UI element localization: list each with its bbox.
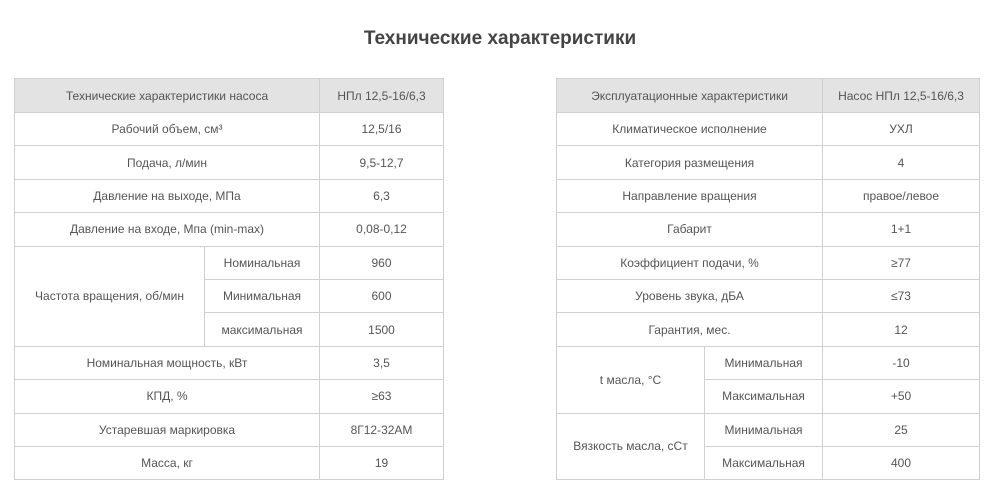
table-row — [557, 313, 980, 346]
table-row — [15, 246, 444, 279]
row-value: УХЛ — [823, 113, 980, 146]
sub-label: Максимальная — [705, 446, 823, 479]
table-row — [15, 413, 444, 446]
table-row — [15, 346, 444, 379]
row-label: Устаревшая маркировка — [15, 413, 320, 446]
row-label: Направление вращения — [557, 179, 823, 212]
row-label: Категория размещения — [557, 146, 823, 179]
table-row — [557, 213, 980, 246]
page-title: Технические характеристики — [363, 28, 637, 49]
table-row — [557, 279, 980, 312]
sub-label: Минимальная — [205, 279, 320, 312]
row-value: 1500 — [320, 313, 444, 346]
row-label: Уровень звука, дБА — [557, 279, 823, 312]
row-label: Подача, л/мин — [15, 146, 320, 179]
row-value: ≤73 — [823, 279, 980, 312]
sub-label: максимальная — [205, 313, 320, 346]
row-value: ≥77 — [823, 246, 980, 279]
group-label: Частота вращения, об/мин — [15, 246, 205, 346]
operating-specs-table — [556, 78, 980, 480]
row-label: Рабочий объем, см³ — [15, 113, 320, 146]
row-value: 1+1 — [823, 213, 980, 246]
table-row — [557, 146, 980, 179]
row-value: 600 — [320, 279, 444, 312]
row-value: 9,5-12,7 — [320, 146, 444, 179]
row-value: 12 — [823, 313, 980, 346]
row-label: Масса, кг — [15, 446, 320, 479]
sub-label: Максимальная — [705, 380, 823, 413]
row-value: +50 — [823, 380, 980, 413]
row-value: 19 — [320, 446, 444, 479]
table-row — [15, 213, 444, 246]
table-row — [15, 113, 444, 146]
row-label: Габарит — [557, 213, 823, 246]
row-value: 8Г12-32АМ — [320, 413, 444, 446]
row-label: Давление на входе, Мпа (min-max) — [15, 213, 320, 246]
row-label: Климатическое исполнение — [557, 113, 823, 146]
table-row — [15, 179, 444, 212]
row-value: ≥63 — [320, 380, 444, 413]
row-value: 4 — [823, 146, 980, 179]
row-label: Коэффициент подачи, % — [557, 246, 823, 279]
group-label: Вязкость масла, сСт — [557, 413, 705, 480]
row-value: 25 — [823, 413, 980, 446]
sub-label: Номинальная — [205, 246, 320, 279]
table-row — [15, 446, 444, 479]
row-value: 400 — [823, 446, 980, 479]
row-label: Номинальная мощность, кВт — [15, 346, 320, 379]
row-label: Давление на выходе, МПа — [15, 179, 320, 212]
row-value: правое/левое — [823, 179, 980, 212]
header-cell: Технические характеристики насоса — [15, 79, 320, 113]
row-value: 6,3 — [320, 179, 444, 212]
row-value: -10 — [823, 346, 980, 379]
table-row — [557, 179, 980, 212]
header-cell: Насос НПл 12,5-16/6,3 — [823, 79, 980, 113]
table-header-row — [15, 79, 444, 113]
row-value: 0,08-0,12 — [320, 213, 444, 246]
header-cell: Эксплуатационные характеристики — [557, 79, 823, 113]
sub-label: Минимальная — [705, 413, 823, 446]
row-value: 960 — [320, 246, 444, 279]
row-label: КПД, % — [15, 380, 320, 413]
group-label: t масла, °С — [557, 346, 705, 413]
table-row — [557, 246, 980, 279]
table-row — [557, 113, 980, 146]
table-row — [557, 413, 980, 446]
sub-label: Минимальная — [705, 346, 823, 379]
row-value: 3,5 — [320, 346, 444, 379]
row-value: 12,5/16 — [320, 113, 444, 146]
table-row — [15, 146, 444, 179]
row-label: Гарантия, мес. — [557, 313, 823, 346]
table-header-row — [557, 79, 980, 113]
table-row — [557, 346, 980, 379]
table-row — [15, 380, 444, 413]
header-cell: НПл 12,5-16/6,3 — [320, 79, 444, 113]
pump-specs-table — [14, 78, 444, 480]
